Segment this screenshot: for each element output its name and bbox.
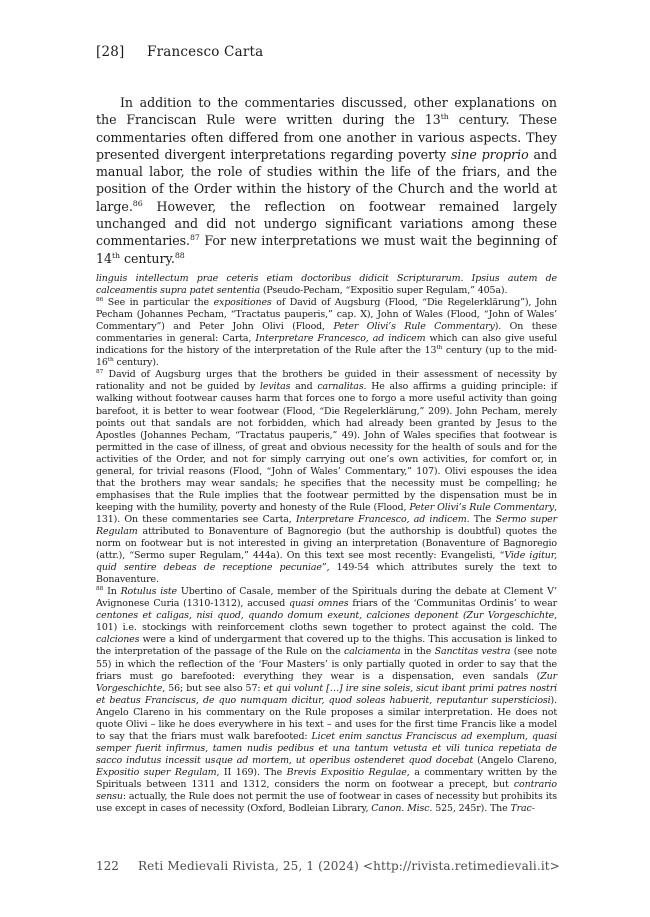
- italic-run: carnalitas: [317, 381, 364, 393]
- running-footer: [96, 859, 560, 873]
- italic-run: calciamenta: [343, 646, 401, 658]
- text-run: , II 169). The: [216, 766, 287, 778]
- footnote-ref-86[interactable]: 86: [132, 198, 143, 208]
- text-run: century (up to the mid-16: [96, 345, 557, 369]
- header-author: Francesco Carta: [147, 44, 264, 60]
- text-run: See in particular the: [103, 297, 214, 309]
- text-run: of David of Augsburg (Flood, “Die Regelerklärung”), John Pecham (Johannes Pecham, “Tractatus pauperis,” cap. X), John of Wales (Flood, “John of Wales’ Commentary”) and Peter John Olivi (Flood,: [96, 297, 558, 333]
- text-run: David of Augsburg urges that the brothers be guided in their assessment of necessity by rationality and not be guided by: [96, 369, 557, 393]
- italic-run: Licet enim sanctus Franciscus ad exemplum, quasi semper fuerit infirmus, tamen nudis pedibus et una tantum vetusta et vili tunica repetiata de sacco indutus incessit usque ad mortem, ut operibus ostenderet quod docebat: [96, 730, 557, 766]
- text-run: ). On these commentaries in general: Carta,: [96, 321, 557, 345]
- italic-run: Rotulus iste: [120, 586, 177, 598]
- superscript: th: [440, 112, 449, 122]
- text-run: Ubertino of Casale, member of the Spirituals during the debate at Clement V’ Avignonese Curia (1310-1312), accused: [96, 586, 558, 610]
- footnote-88: [96, 586, 557, 815]
- footnotes: [96, 273, 557, 815]
- italic-run: Trac-: [510, 803, 535, 815]
- footnote-continuation: [96, 273, 557, 297]
- body-paragraph: [96, 94, 557, 267]
- footnote-86: [96, 297, 557, 369]
- text-run: attributed to Bonaventure of Bagnoregio (but the authorship is doubtful) quotes the norm on footwear but is not interested in giving an interpretation (Bonaventure of Bagnoregio (attr.), “Sermo super Regulam,” 444a). On this text see most recently: Evangelisti, “: [96, 525, 557, 562]
- italic-run: Expositio super Regulam: [96, 766, 217, 778]
- text-run: (Angelo Clareno,: [473, 754, 557, 766]
- italic-run: centones et caligas, nisi quod, quando domum exeunt, calciones deponent (Zur Vorgeschichte: [96, 610, 555, 622]
- superscript: th: [111, 250, 120, 260]
- text-run: were a kind of undergarment that covered up to the thighs. This accusation is linked to the interpretation of the passage of the Rule on the: [96, 634, 557, 658]
- italic-run: Canon. Misc.: [371, 803, 433, 815]
- text-run: , 56; but see also 57:: [162, 682, 264, 694]
- text-run: century).: [113, 357, 159, 369]
- italic-run: levitas: [259, 381, 291, 393]
- text-run: , 101) i.e. stockings with reinforcement cloths sewn together to protect against the cold. The: [96, 610, 557, 634]
- italic-run: Peter Olivi’s Rule Commentary: [333, 321, 495, 333]
- text-run: . The: [466, 513, 496, 525]
- text-run: and manual labor, the role of studies within the life of the friars, and the position of the Order within the history of the Church and the world at large.: [96, 146, 557, 214]
- italic-run: calciones: [96, 634, 140, 646]
- text-run: However, the reflection on footwear remained largely unchanged and did not undergo significant variations among these commentaries.: [96, 198, 557, 249]
- text-run: In addition to the commentaries discussed, other explanations on the Franciscan Rule were written during the 13: [96, 95, 557, 128]
- text-run: , 131). On these commentaries see Carta,: [96, 501, 557, 525]
- text-run: (Pseudo-Pecham, “Expositio super Regulam,” 405a).: [259, 285, 508, 297]
- text-run: century. These commentaries often differed from one another in various aspects. They presented divergent interpretations regarding poverty: [96, 112, 558, 162]
- italic-run: Interpretare Francesco, ad indicem: [295, 513, 467, 525]
- page-number: 122: [96, 859, 119, 873]
- footnote-87: [96, 369, 557, 586]
- italic-run: linguis intellectum prae ceteris etiam doctoribus didicit Scripturarum. Ipsius autem de calceamentis supra patet sententia: [96, 273, 557, 297]
- text-run: which can also give useful indications for the history of the interpretation of the Rule after the 13: [96, 333, 558, 357]
- text-run: century.: [120, 250, 175, 266]
- header-page-ref: [28]: [96, 44, 125, 60]
- text-run: ”, 149-54 which attributes surely the text to Bonaventure.: [96, 562, 557, 586]
- superscript: th: [436, 345, 443, 352]
- text-run: . He also affirms a guiding principle: if walking without footwear causes harm that forces one to forgo a more useful activity than going barefoot, it is better to wear footwear (Flood, “Die Regelerklärung,” 209). John Pecham, merely points out that sandals are not forbidden, which had already been granted by Jesus to the Apostles (Johannes Pecham, “Tractatus pauperis,” 49). John of Wales specifies that footwear is permitted in the case of illness, of great and obvious necessity for the health of souls and for the activities of the Order, and not for simply carrying out one’s own activities, for comfort or, in general, for trivial reasons (Flood, “John of Wales’ Commentary,” 107). Olivi espouses the idea that the brothers may wear sandals; he specifies that the necessity must be compelling; he emphasises that the Rule implies that the footwear permitted by the dispensation must be in keeping with the humility, poverty and honesty of the Rule (Flood,: [96, 381, 558, 513]
- running-header: [96, 44, 556, 60]
- italic-run: Interpretare Francesco, ad indicem: [255, 333, 426, 345]
- italic-run: sine proprio: [450, 146, 529, 162]
- italic-run: Zur Vorgeschichte: [96, 670, 557, 694]
- text-run: in the: [400, 646, 435, 658]
- footnote-number: 87: [96, 369, 104, 376]
- italic-run: Peter Olivi’s Rule Commentary: [409, 501, 555, 513]
- text-run: and: [290, 381, 318, 393]
- journal-citation: Reti Medievali Rivista, 25, 1 (2024) <http://rivista.retimedievali.it>: [138, 859, 560, 873]
- footnote-ref-87[interactable]: 87: [189, 233, 200, 243]
- footnote-ref-88[interactable]: 88: [174, 250, 185, 260]
- text-run: For new interpretations we must wait the beginning of 14: [96, 233, 557, 266]
- text-run: friars of the ‘Communitas Ordinis’ to wear: [348, 598, 557, 610]
- italic-run: Brevis Expositio Regulae: [286, 766, 407, 778]
- superscript: th: [107, 357, 114, 364]
- italic-run: Sanctitas vestra: [434, 646, 511, 658]
- italic-run: expositiones: [213, 297, 272, 309]
- italic-run: et qui volunt […] ire sine soleis, sicut ibant primi patres nostri et beatus Franciscus, de quo numquam dicitur, quod soleas habuerit, reputantur supersticiosi: [96, 682, 557, 706]
- italic-run: Sermo super Regulam: [96, 513, 557, 537]
- text-run: In: [103, 586, 121, 598]
- main-text: [96, 94, 557, 267]
- text-run: , a commentary written by the Spirituals between 1311 and 1312, considers the norm on footwear a precept, but: [96, 766, 557, 790]
- italic-run: quasi omnes: [289, 598, 349, 610]
- text-run: : actually, the Rule does not permit the use of footwear in cases of necessity but prohibits its use except in cases of necessity (Oxford, Bodleian Library,: [96, 791, 557, 815]
- text-run: (see note 55) in which the reflection of the ‘Four Masters’ is only partially quoted in order to say that the friars must go barefooted: everything they wear is a dispensation, even sandals (: [96, 646, 557, 682]
- footnote-number: 88: [96, 586, 104, 593]
- text-run: 525, 245r). The: [432, 803, 511, 815]
- text-run: ). Angelo Clareno in his commentary on the Rule proposes a similar interpretation. He does not quote Olivi – like he does everywhere in his text – and uses for the first time Francis like a model to say that the friars must walk barefooted:: [96, 694, 557, 742]
- italic-run: Vide igitur, quid sentire debeas de receptione pecuniae: [96, 550, 557, 574]
- footnote-number: 86: [96, 296, 104, 303]
- italic-run: contrario sensu: [96, 778, 557, 803]
